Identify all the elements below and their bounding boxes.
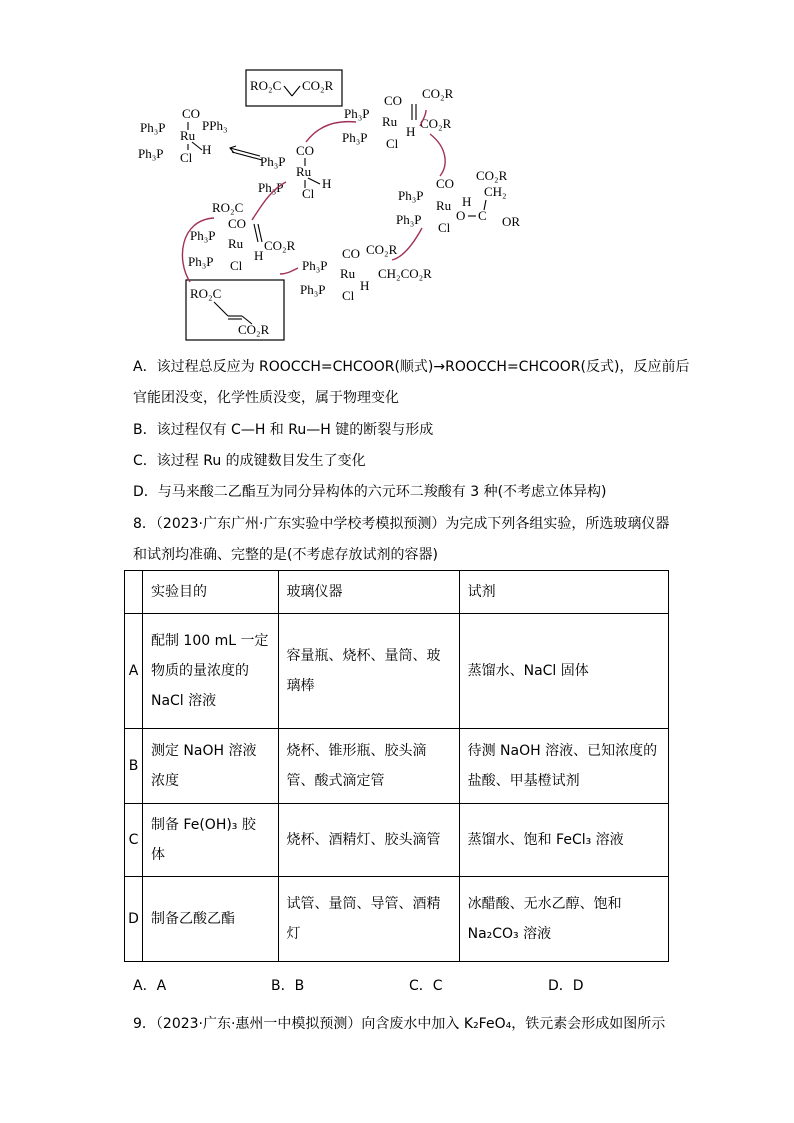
label-h: H bbox=[322, 176, 332, 191]
label-ru: Ru bbox=[436, 198, 452, 213]
complex-4 bbox=[396, 168, 520, 235]
row-label: A bbox=[125, 614, 143, 729]
label-co: CO bbox=[436, 176, 455, 191]
equilibrium-arrow bbox=[230, 146, 262, 160]
row-label: B bbox=[125, 729, 143, 804]
glass-cell: 烧杯、锥形瓶、胶头滴管、酸式滴定管 bbox=[278, 729, 459, 804]
complex-5 bbox=[300, 242, 432, 303]
choice-a: A．A bbox=[133, 978, 167, 994]
purpose-cell: 配制 100 mL 一定物质的量浓度的 NaCl 溶液 bbox=[142, 614, 278, 729]
table-header-row bbox=[125, 571, 669, 614]
q9-line: 9．（2023·广东·惠州一中模拟预测）向含废水中加入 K₂FeO₄，铁元素会形成如图所示 bbox=[133, 1016, 666, 1032]
label-cl: Cl bbox=[302, 186, 315, 201]
reagent-cell: 待测 NaOH 溶液、已知浓度的盐酸、甲基橙试剂 bbox=[459, 729, 668, 804]
label-cl: Cl bbox=[438, 220, 451, 235]
q8-line2: 和试剂均准确、完整的是(不考虑存放试剂的容器) bbox=[133, 547, 438, 563]
complex-start bbox=[138, 106, 228, 165]
choice-b: B．B bbox=[271, 978, 305, 994]
label-ph3p: Ph₃P bbox=[302, 258, 328, 273]
label-ph3p: Ph₃P bbox=[190, 228, 216, 243]
glass-cell: 烧杯、酒精灯、胶头滴管 bbox=[278, 804, 459, 877]
label-ph3p: Ph₃P bbox=[300, 282, 326, 297]
choice-d: D．D bbox=[548, 978, 584, 994]
purpose-cell: 制备 Fe(OH)₃ 胶体 bbox=[142, 804, 278, 877]
label-h: H bbox=[462, 194, 472, 209]
label-ru: Ru bbox=[340, 266, 356, 281]
label-o: O bbox=[456, 208, 466, 223]
option-a-line1: A．该过程总反应为 ROOCCH=CHCOOR(顺式)→ROOCCH=CHCOOR(反式)，反应前后 bbox=[133, 359, 690, 375]
label-co: CO bbox=[228, 216, 247, 231]
header-cell: 玻璃仪器 bbox=[278, 571, 459, 614]
label-co2r: CO₂R bbox=[238, 322, 270, 337]
mechanism-svg bbox=[130, 60, 690, 350]
purpose-cell: 测定 NaOH 溶液浓度 bbox=[142, 729, 278, 804]
label-ph3p: Ph₃P bbox=[396, 212, 422, 227]
label-co2r: CO₂R bbox=[264, 238, 296, 253]
label-h: H bbox=[202, 142, 212, 157]
reagent-cell: 冰醋酸、无水乙醇、饱和 Na₂CO₃ 溶液 bbox=[459, 877, 668, 962]
label-cl: Cl bbox=[342, 288, 355, 303]
label-co: CO bbox=[342, 246, 361, 261]
option-c: C．该过程 Ru 的成键数目发生了变化 bbox=[133, 453, 366, 469]
label-ch2: CH₂ bbox=[484, 184, 507, 199]
reagent-cell: 蒸馏水、饱和 FeCl₃ 溶液 bbox=[459, 804, 668, 877]
trans-ester-box bbox=[186, 280, 284, 340]
header-cell: 试剂 bbox=[459, 571, 668, 614]
row-label: D bbox=[125, 877, 143, 962]
reaction-mechanism-diagram bbox=[130, 60, 690, 350]
complex-6 bbox=[188, 200, 296, 273]
table-row bbox=[125, 614, 669, 729]
label-ph3p: Ph₃P bbox=[140, 120, 166, 135]
label-ro2c: RO₂C bbox=[190, 286, 222, 301]
label-ph3p: Ph₃P bbox=[138, 146, 164, 161]
label-cl: Cl bbox=[230, 258, 243, 273]
label-co2r: CO₂R bbox=[366, 242, 398, 257]
label-h: H bbox=[254, 248, 264, 263]
option-b: B．该过程仅有 C—H 和 Ru—H 键的断裂与形成 bbox=[133, 422, 434, 438]
label-ph3p: Ph₃P bbox=[260, 154, 286, 169]
reagent-cell: 蒸馏水、NaCl 固体 bbox=[459, 614, 668, 729]
label-ru: Ru bbox=[228, 236, 244, 251]
label-co2r: CO₂R bbox=[422, 86, 454, 101]
label-ph3p: Ph₃P bbox=[398, 188, 424, 203]
purpose-cell: 制备乙酸乙酯 bbox=[142, 877, 278, 962]
label-co: CO bbox=[296, 143, 315, 158]
label-co2r: CO₂R bbox=[420, 116, 452, 131]
complex-2 bbox=[258, 143, 331, 201]
label-co2r: CO₂R bbox=[476, 168, 508, 183]
option-d: D．与马来酸二乙酯互为同分异构体的六元环二羧酸有 3 种(不考虑立体异构) bbox=[133, 484, 607, 500]
label-ro2c: RO₂C bbox=[212, 200, 244, 215]
label-co: CO bbox=[182, 106, 201, 121]
label-ru: Ru bbox=[296, 164, 312, 179]
label-co: CO bbox=[384, 93, 403, 108]
label-pph3: PPh₃ bbox=[202, 118, 228, 133]
table-row bbox=[125, 804, 669, 877]
label-c: C bbox=[478, 208, 487, 223]
option-a-line2: 官能团没变，化学性质没变，属于物理变化 bbox=[133, 390, 399, 406]
label-ph3p: Ph₃P bbox=[258, 180, 284, 195]
row-label: C bbox=[125, 804, 143, 877]
label-ro2c: RO₂C bbox=[250, 78, 282, 93]
label-co2r: CO₂R bbox=[302, 78, 334, 93]
label-ph3p: Ph₃P bbox=[344, 106, 370, 121]
header-cell bbox=[125, 571, 143, 614]
header-cell: 实验目的 bbox=[142, 571, 278, 614]
cis-ester-box bbox=[246, 70, 342, 106]
label-h: H bbox=[406, 124, 416, 139]
label-cl: Cl bbox=[180, 150, 193, 165]
glass-cell: 容量瓶、烧杯、量筒、玻璃棒 bbox=[278, 614, 459, 729]
label-ph3p: Ph₃P bbox=[342, 130, 368, 145]
label-cl: Cl bbox=[386, 136, 399, 151]
q8-line1: 8．（2023·广东广州·广东实验中学校考模拟预测）为完成下列各组实验，所选玻璃仪器 bbox=[133, 516, 670, 532]
label-h: H bbox=[360, 278, 370, 293]
table-row bbox=[125, 729, 669, 804]
label-ph3p: Ph₃P bbox=[188, 254, 214, 269]
label-or: OR bbox=[502, 214, 521, 229]
experiment-table bbox=[124, 570, 669, 962]
label-ru: Ru bbox=[382, 114, 398, 129]
choice-c: C．C bbox=[409, 978, 443, 994]
table-row bbox=[125, 877, 669, 962]
label-ch2co2r: CH₂CO₂R bbox=[378, 266, 432, 281]
label-ru: Ru bbox=[180, 128, 196, 143]
glass-cell: 试管、量筒、导管、酒精灯 bbox=[278, 877, 459, 962]
